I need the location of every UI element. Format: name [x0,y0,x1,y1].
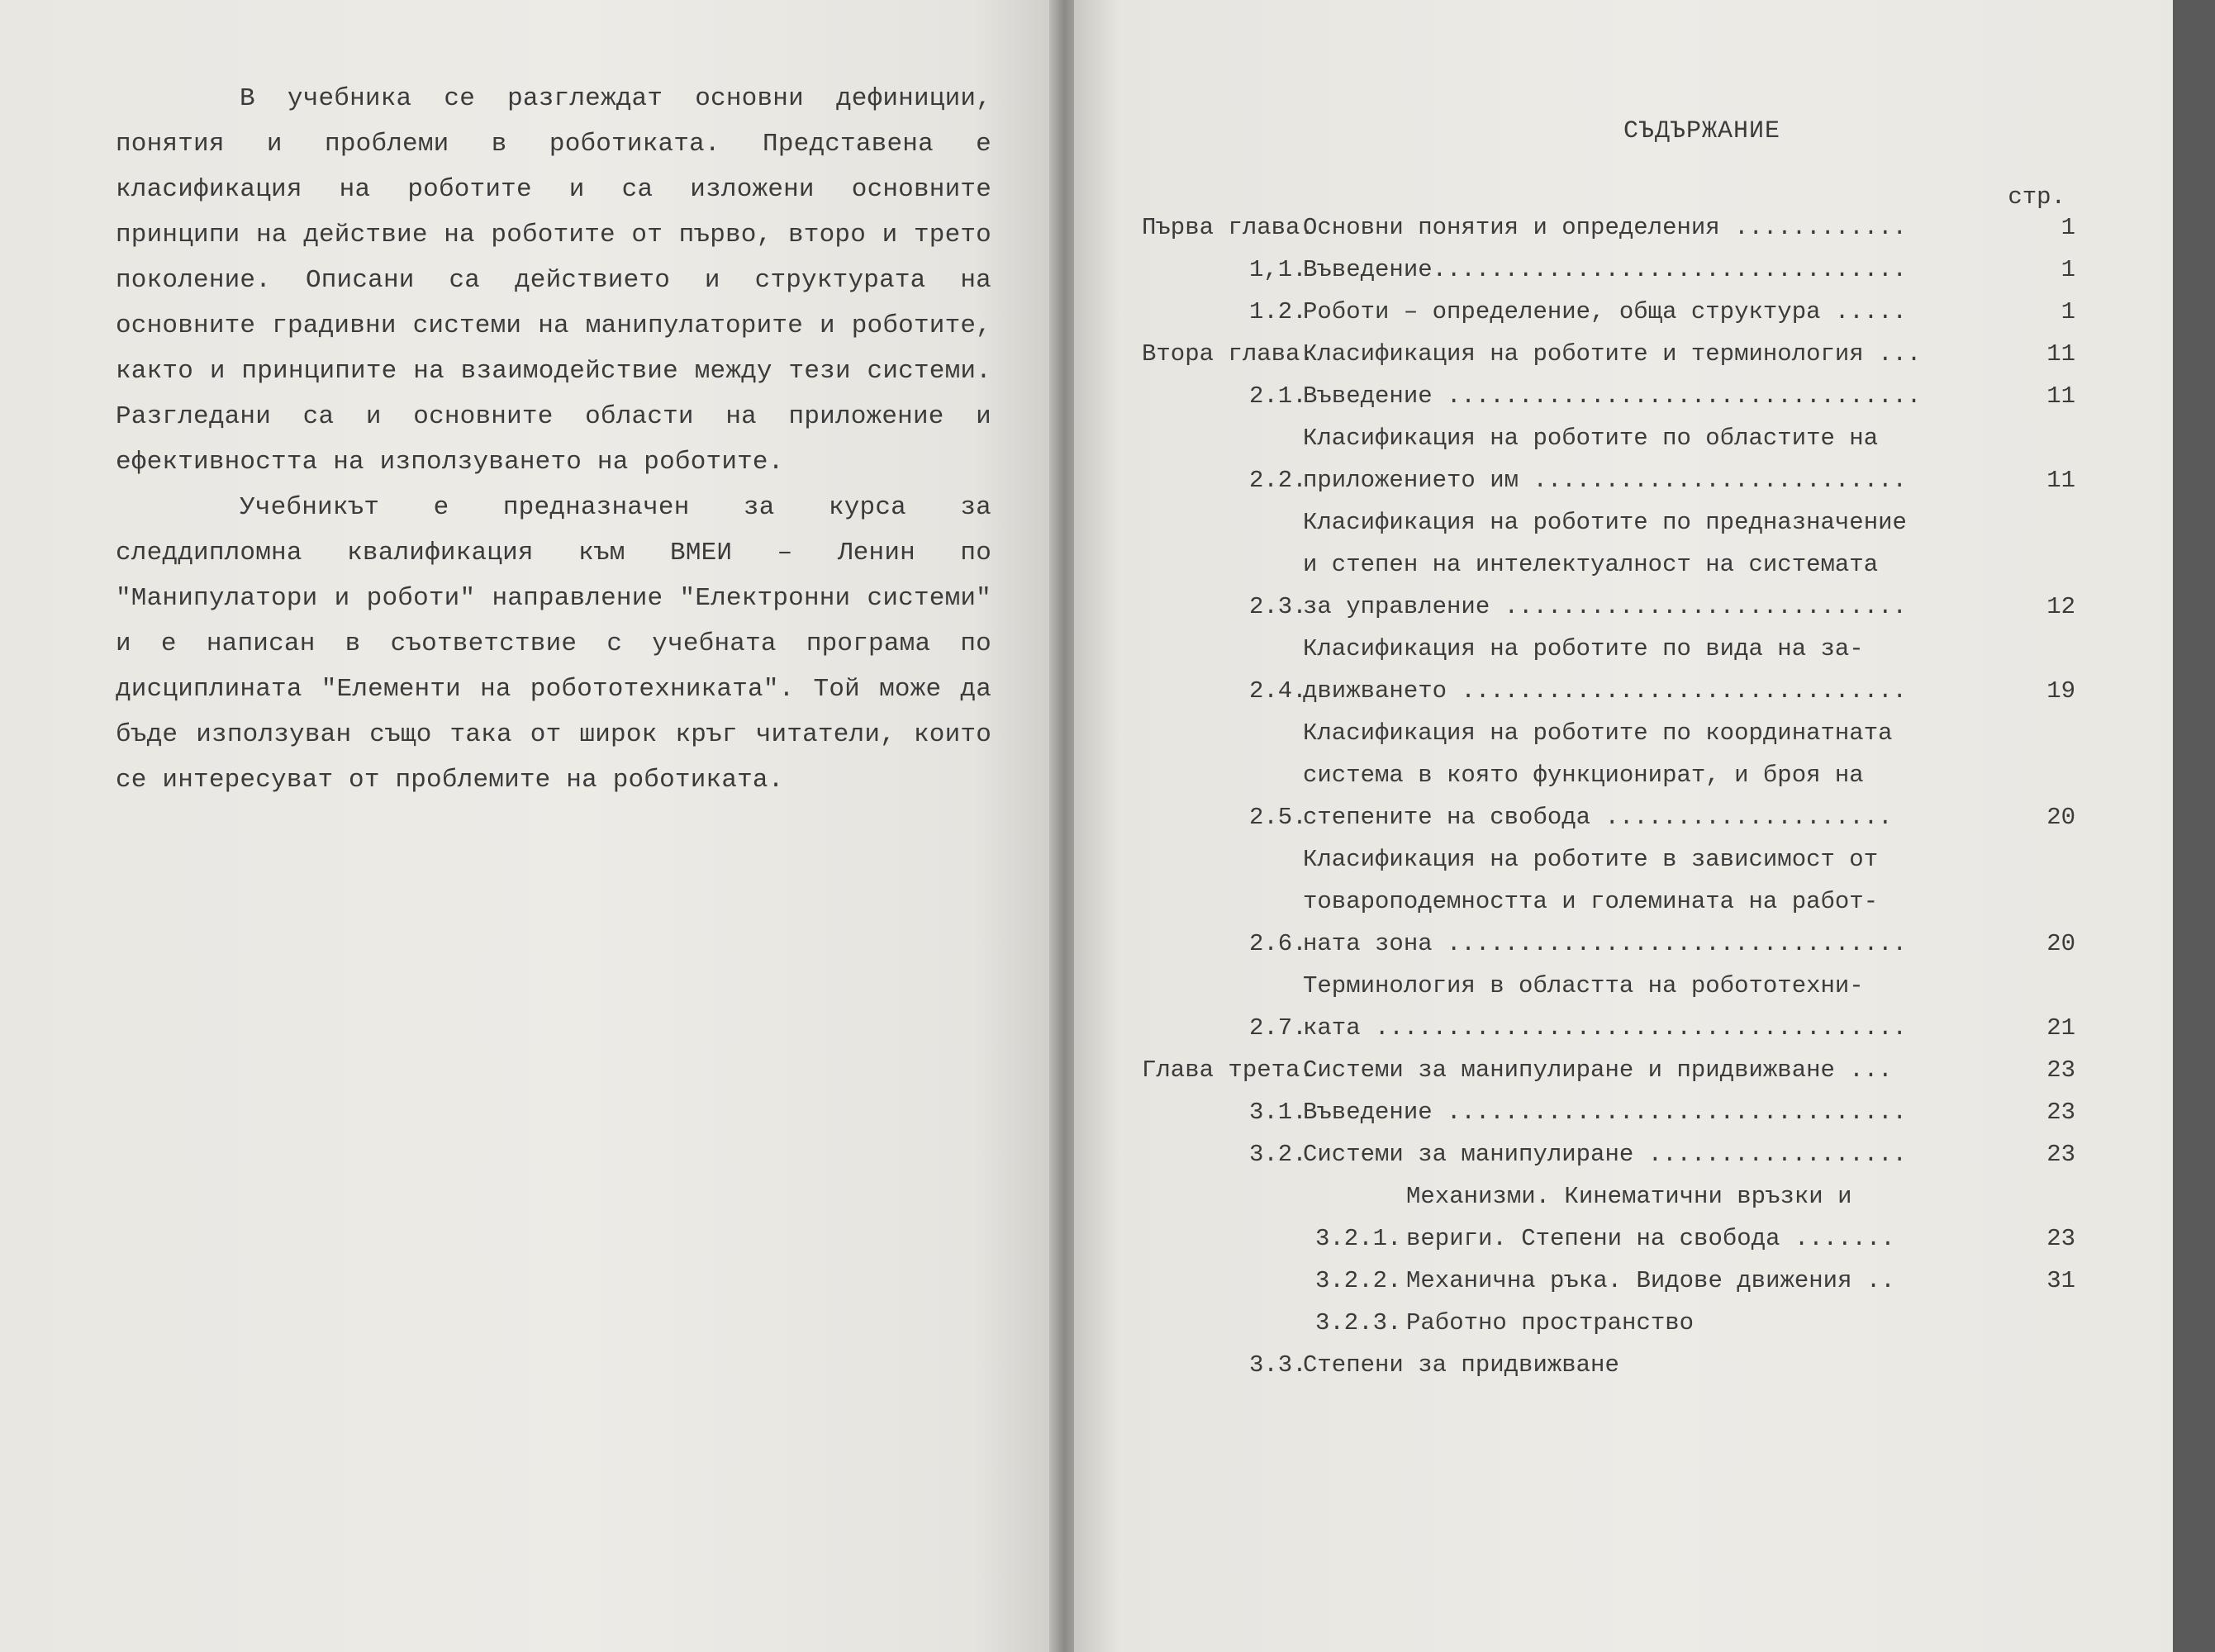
toc-entry-text: Работно пространство [1406,1309,1695,1336]
toc-entry-text: Системи за манипулиране .................. [1303,1141,1907,1168]
toc-entry [1142,628,2075,712]
toc-entry-label: 3.2.2. [1315,1267,1402,1294]
toc-entry-page: 23 [2046,1141,2075,1168]
right-page [1074,0,2215,1652]
toc-entry-page: 11 [2046,340,2075,368]
toc-entry-label: 3.2.3. [1315,1309,1402,1336]
toc-entry-page: 23 [2046,1099,2075,1126]
toc-entry-text: Класификация на роботите по координатната система в която функционират, и броя на степените на свобода .................... [1303,719,1893,831]
toc-entry-label: 3.1. [1249,1099,1307,1126]
toc-entry [1142,333,2075,375]
toc-entry-label: 1,1. [1249,256,1307,283]
toc-entry [1142,838,2075,965]
toc-entry-page: 12 [2046,593,2075,620]
toc-entry [1142,249,2075,291]
toc-entry-label: 2.3. [1249,593,1307,620]
toc-entry-page: 31 [2046,1267,2075,1294]
toc-entry [1142,375,2075,417]
toc-entry [1142,1344,2075,1386]
toc-entry [1142,1175,2075,1260]
toc-entry-page: 23 [2046,1225,2075,1252]
toc-entry-label: 1.2. [1249,298,1307,325]
toc-entry-text: Механична ръка. Видове движения .. [1406,1267,1895,1294]
toc-entry-page: 11 [2046,467,2075,494]
toc-entry [1142,1260,2075,1302]
preface-paragraph-2: Учебникът е предназначен за курса за следдипломна квалификация към ВМЕИ – Ленин по "Манипулатори и роботи" направление "Електронни системи" и е написан в съответствие с учебната програма по дисциплината "Елементи на робототехниката". Той може да бъде използуван също така от широк кръг читатели, които се интересуват от проблемите на роботиката. [116,493,991,795]
toc-entry-label: 3.2.1. [1315,1225,1402,1252]
toc-entry-text: Роботи – определение, обща структура ..... [1303,298,1907,325]
toc-entry [1142,417,2075,501]
toc-entry-label: Втора глава. [1142,340,1314,368]
left-page [0,0,1058,1652]
toc-entry-page: 21 [2046,1014,2075,1042]
toc-entry-label: 2.5. [1249,804,1307,831]
toc-entry-label: 2.7. [1249,1014,1307,1042]
toc-entry-text: Класификация на роботите в зависимост от товароподемността и големината на работ- ната зона ................................ [1303,846,1907,957]
toc-entry-page: 1 [2061,214,2075,241]
toc-entry-label: 3.3. [1249,1351,1307,1379]
toc-entry-text: Въведение ................................. [1303,382,1922,410]
toc-entry-page: 11 [2046,382,2075,410]
toc-title: СЪДЪРЖАНИЕ [1623,117,1781,145]
toc-entry-text: Въведение ................................ [1303,1099,1907,1126]
background-edge [2173,0,2215,1652]
toc-entry-text: Степени за придвижване [1303,1351,1619,1379]
toc-entry-text: Механизми. Кинематични връзки и вериги. Степени на свобода ....... [1406,1183,1895,1252]
toc-entry-text: Основни понятия и определения ............ [1303,214,1907,241]
toc-entry [1142,965,2075,1049]
toc-entry-label: 2.2. [1249,467,1307,494]
toc-entry-text: Класификация на роботите по областите на приложението им .......................... [1303,425,1907,494]
toc-entry-page: 20 [2046,930,2075,957]
toc-entry-label: Глава трета. [1142,1056,1314,1084]
preface-text [116,76,991,803]
toc-entry-label: Първа глава. [1142,214,1314,241]
toc-entry-page: 19 [2046,677,2075,705]
toc-entry [1142,206,2075,249]
table-of-contents [1142,206,2075,1386]
toc-entry-text: Въведение................................. [1303,256,1907,283]
toc-entry-page: 1 [2061,298,2075,325]
toc-entry-page: 1 [2061,256,2075,283]
toc-entry-text: Класификация на роботите и терминология ... [1303,340,1922,368]
toc-entry [1142,712,2075,838]
toc-entry [1142,1049,2075,1091]
toc-entry-text: Системи за манипулиране и придвижване ... [1303,1056,1893,1084]
toc-entry [1142,1133,2075,1175]
toc-entry-text: Класификация на роботите по предназначение и степен на интелектуалност на системата за управление ............................ [1303,509,1907,620]
toc-entry [1142,291,2075,333]
toc-entry-label: 2.4. [1249,677,1307,705]
toc-entry [1142,1091,2075,1133]
preface-paragraph-1: В учебника се разглеждат основни дефиниции, понятия и проблеми в роботиката. Представена е класификация на роботите и са изложени основните принципи на действие на роботите от първо, второ и трето поколение. Описани са действието и структурата на основните градивни системи на манипулаторите и роботите, както и принципите на взаимодействие между тези системи. Разгледани са и основните области на приложение и ефективността на използуването на роботите. [116,84,991,477]
toc-page-column-header: стр. [2008,183,2065,211]
toc-entry-page: 20 [2046,804,2075,831]
toc-entry [1142,1302,2075,1344]
toc-entry [1142,501,2075,628]
toc-entry-text: Класификация на роботите по вида на за- движването ............................... [1303,635,1907,705]
toc-entry-label: 2.6. [1249,930,1307,957]
toc-entry-page: 23 [2046,1056,2075,1084]
toc-entry-label: 2.1. [1249,382,1307,410]
toc-entry-text: Терминология в областта на робототехни- ката ..................................... [1303,972,1907,1042]
toc-entry-label: 3.2. [1249,1141,1307,1168]
